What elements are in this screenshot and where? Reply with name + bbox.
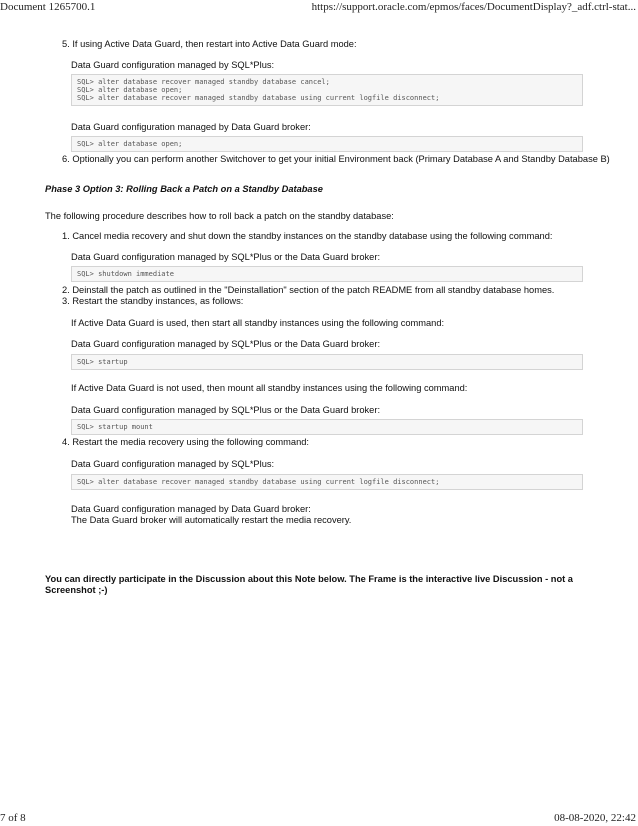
code-block-recover	[71, 474, 583, 490]
page-number: 7 of 8	[0, 812, 26, 824]
section-heading: Phase 3 Option 3: Rolling Back a Patch on a Standby Database	[45, 184, 323, 194]
rollback-step-3: 3. Restart the standby instances, as follows:	[62, 296, 244, 306]
dg-either-label: Data Guard configuration managed by SQL*Plus or the Data Guard broker:	[71, 252, 381, 262]
code-line: SQL> alter database recover managed standby database using current logfile disconnect;	[77, 94, 440, 102]
document-id: Document 1265700.1	[0, 1, 96, 13]
code-line: SQL> alter database open;	[77, 86, 183, 94]
dg-either-label: Data Guard configuration managed by SQL*Plus or the Data Guard broker:	[71, 405, 381, 415]
dg-broker-label: Data Guard configuration managed by Data Guard broker:	[71, 122, 311, 132]
code-block-open	[71, 136, 583, 152]
code-line: SQL> alter database recover managed standby database using current logfile disconnect;	[77, 478, 440, 486]
step-6: 6. Optionally you can perform another Switchover to get your initial Environment back (Primary Database A and Standby Database B)	[62, 154, 610, 164]
code-line: SQL> alter database recover managed standby database cancel;	[77, 78, 330, 86]
rollback-step-4: 4. Restart the media recovery using the following command:	[62, 437, 310, 447]
adg-not-used-text: If Active Data Guard is not used, then mount all standby instances using the following command:	[71, 383, 468, 393]
step-5: 5. If using Active Data Guard, then restart into Active Data Guard mode:	[62, 39, 357, 49]
broker-note: The Data Guard broker will automatically restart the media recovery.	[71, 515, 352, 525]
code-line: SQL> alter database open;	[77, 140, 183, 148]
code-block-startup	[71, 354, 583, 370]
dg-broker-label: Data Guard configuration managed by Data Guard broker:	[71, 504, 311, 514]
code-line: SQL> startup	[77, 358, 128, 366]
code-block-startup-mount	[71, 419, 583, 435]
code-line: SQL> shutdown immediate	[77, 270, 174, 278]
adg-used-text: If Active Data Guard is used, then start all standby instances using the following command:	[71, 318, 445, 328]
rollback-step-2: 2. Deinstall the patch as outlined in the "Deinstallation" section of the patch README from all standby database homes.	[62, 285, 555, 295]
dg-sqlplus-label: Data Guard configuration managed by SQL*Plus:	[71, 459, 275, 469]
discussion-note-cont: Screenshot ;-)	[45, 585, 108, 595]
dg-sqlplus-label: Data Guard configuration managed by SQL*Plus:	[71, 60, 275, 70]
code-block-shutdown	[71, 266, 583, 282]
dg-either-label: Data Guard configuration managed by SQL*Plus or the Data Guard broker:	[71, 339, 381, 349]
intro-text: The following procedure describes how to roll back a patch on the standby database:	[45, 211, 394, 221]
print-datetime: 08-08-2020, 22:42	[554, 812, 636, 824]
code-block-adg-restart	[71, 74, 583, 106]
code-line: SQL> startup mount	[77, 423, 153, 431]
page-url[interactable]: https://support.oracle.com/epmos/faces/DocumentDisplay?_adf.ctrl-stat...	[311, 1, 636, 13]
discussion-note: You can directly participate in the Discussion about this Note below. The Frame is the interactive live Discussion - not a	[45, 574, 573, 584]
rollback-step-1: 1. Cancel media recovery and shut down the standby instances on the standby database using the following command:	[62, 231, 553, 241]
